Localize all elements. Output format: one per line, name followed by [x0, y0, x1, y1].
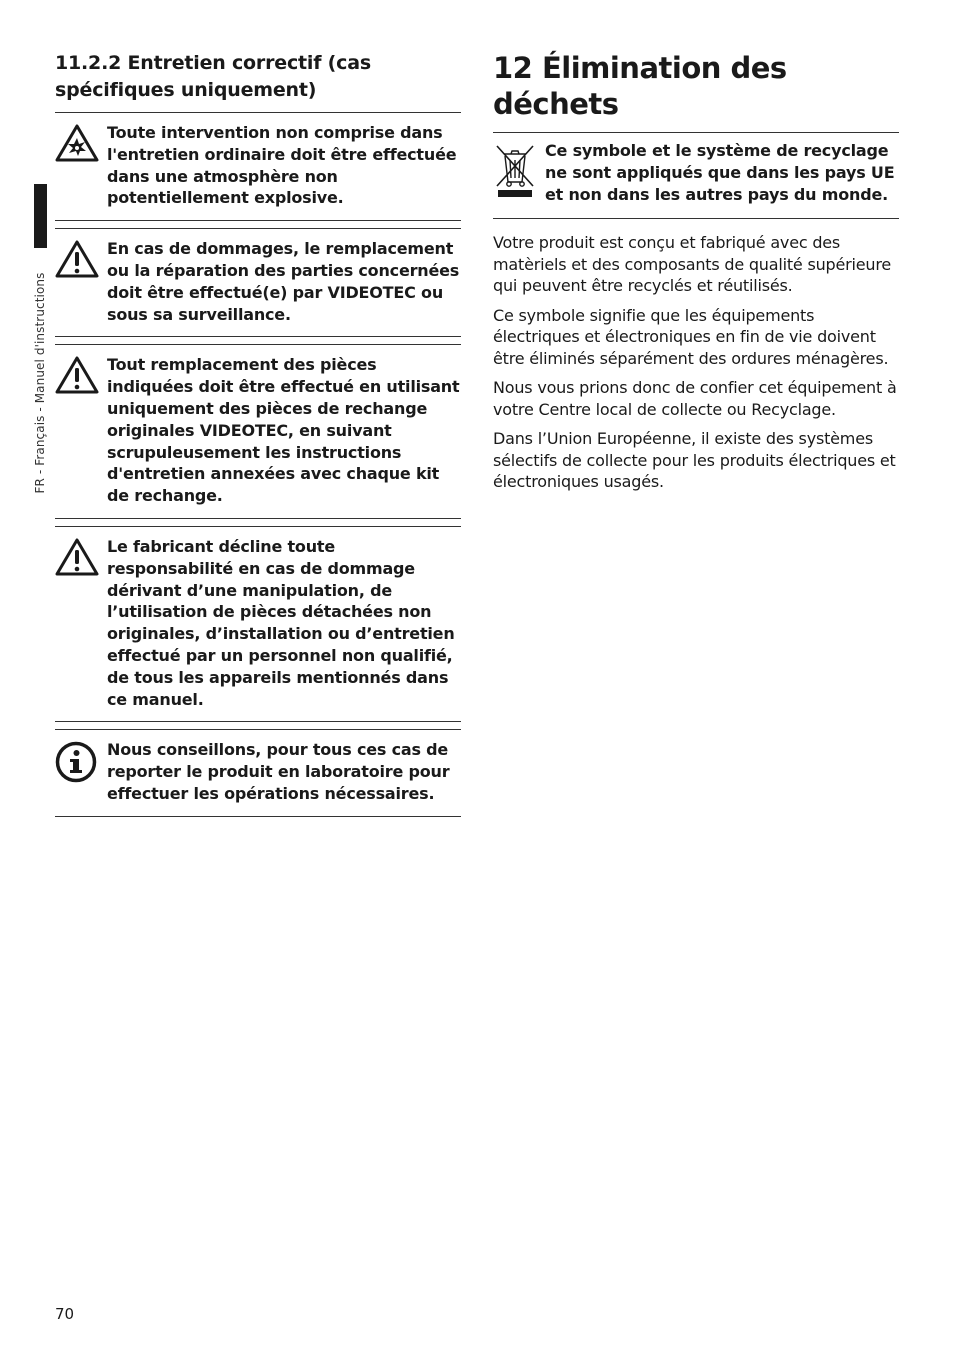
notice-text: En cas de dommages, le remplacement ou la réparation des parties concernées doit être effectué(e) par VIDEOTEC ou sous sa surveillance. — [107, 239, 460, 324]
warning-triangle-icon — [55, 536, 107, 576]
notice-text: Nous conseillons, pour tous ces cas de reporter le produit en laboratoire pour effectuer les opérations nécessaires. — [107, 740, 450, 803]
chapter-heading: 12 Élimination des déchets — [493, 51, 787, 121]
notice-text: Toute intervention non comprise dans l'entretien ordinaire doit être effectuée dans une atmosphère non potentiellement explosive. — [107, 123, 457, 208]
side-label: FR - Français - Manuel d'instructions — [33, 272, 47, 494]
paragraph: Dans l’Union Européenne, il existe des systèmes sélectifs de collecte pour les produits électriques et électroniques usagés. — [493, 429, 896, 492]
explosion-warning-icon — [55, 122, 107, 162]
warning-triangle-icon — [55, 354, 107, 394]
notice-text: Le fabricant décline toute responsabilité en cas de dommage dérivant d’une manipulation, de l’utilisation de pièces détachées non originales, d’installation ou d’entretien effectué par un personnel non qualifié, de tous les appareils mentionnés dans ce manuel. — [107, 536, 455, 709]
paragraph: Votre produit est conçu et fabriqué avec des matèriels et des composants de qualité supérieure qui peuvent être recyclés et réutilisés. — [493, 233, 891, 296]
section-heading: 11.2.2 Entretien correctif (cas spécifiques uniquement) — [55, 52, 371, 101]
paragraph: Nous vous prions donc de confier cet équipement à votre Centre local de collecte ou Recyclage. — [493, 378, 897, 419]
right-column — [493, 50, 899, 501]
warning-triangle-icon — [55, 238, 107, 278]
page-number: 70 — [55, 1305, 75, 1323]
side-tab-marker — [34, 184, 47, 248]
notice-laboratory — [55, 729, 461, 816]
paragraph: Ce symbole signifie que les équipements électriques et électroniques en fin de vie doivent être éliminés séparément des ordures ménagères. — [493, 305, 889, 368]
left-column — [55, 50, 461, 817]
weee-crossed-bin-icon — [493, 140, 545, 200]
notice-weee — [493, 132, 899, 219]
info-icon — [55, 739, 107, 783]
notice-text: Tout remplacement des pièces indiquées doit être effectué en utilisant uniquement des pièces de rechange originales VIDEOTEC, en suivant scrupuleusement les instructions d'entretien annexées avec chaque kit de rechange. — [107, 355, 460, 506]
notice-explosive-atmosphere — [55, 112, 461, 221]
notice-damage-repair — [55, 228, 461, 337]
notice-original-parts — [55, 344, 461, 519]
notice-text: Ce symbole et le système de recyclage ne sont appliqués que dans les pays UE et non dans les autres pays du monde. — [545, 141, 895, 204]
notice-liability — [55, 526, 461, 722]
